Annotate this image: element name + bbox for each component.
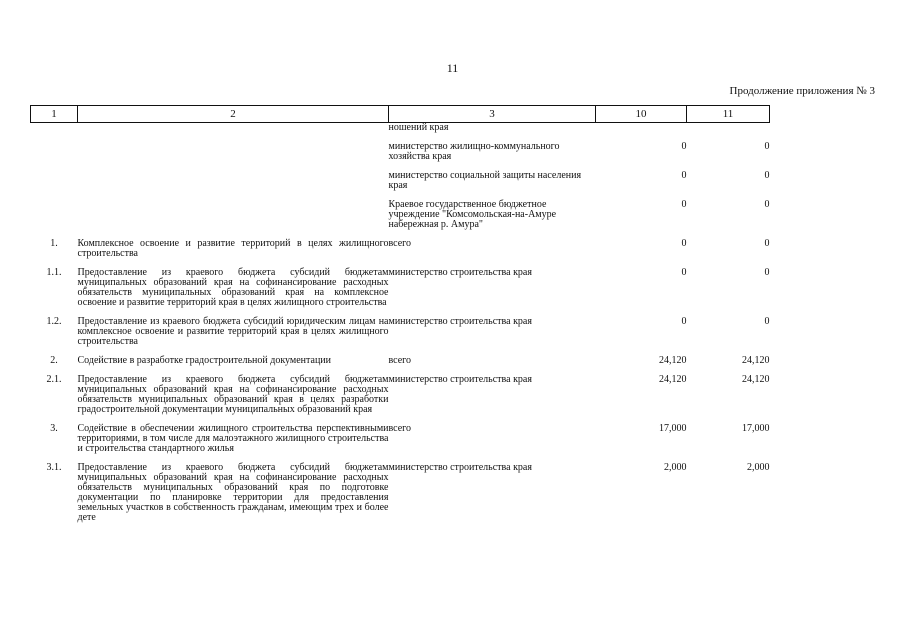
row-value-col11: 0: [764, 141, 770, 152]
row-number: 1.1.: [46, 267, 62, 278]
row-value-col10: 17,000: [659, 423, 687, 434]
row-value-col11: [687, 123, 770, 140]
row-responsible-executor: министерство социальной защиты населения края: [388, 170, 582, 191]
table-row: [31, 421, 770, 460]
row-activity-name: Комплексное освоение и развитие территорий в целях жилищного строительства: [77, 238, 389, 259]
row-number: [31, 197, 78, 236]
row-number: [31, 139, 78, 168]
row-value-col10: 0: [681, 170, 687, 181]
column-header-2: 2: [78, 106, 389, 123]
row-activity-name: [78, 123, 389, 140]
table-row: [31, 265, 770, 314]
row-responsible-executor: Краевое государственное бюджетное учреждение "Комсомольская-на-Амуре набережная р. Амура": [388, 199, 557, 230]
table-row: [31, 353, 770, 372]
row-responsible-executor: министерство жилищно-коммунального хозяйства края: [388, 141, 560, 162]
appendix-continuation-label: Продолжение приложения № 3: [729, 85, 875, 97]
row-activity-name: [78, 139, 389, 168]
table-row: [31, 197, 770, 236]
row-value-col10: 24,120: [659, 355, 687, 366]
table-row: [31, 314, 770, 353]
row-value-col10: 0: [681, 238, 687, 249]
row-value-col11: 24,120: [742, 374, 770, 385]
row-value-col10: 0: [681, 316, 687, 327]
row-number: 1.2.: [46, 316, 62, 327]
row-number: 2.1.: [46, 374, 62, 385]
row-responsible-executor: ношений края: [388, 122, 449, 133]
row-responsible-executor: всего: [388, 238, 412, 249]
row-activity-name: [78, 197, 389, 236]
row-value-col11: 24,120: [742, 355, 770, 366]
column-header-3: 3: [389, 106, 596, 123]
row-activity-name: Предоставление из краевого бюджета субсидий бюджетам муниципальных образований края на софинансирование расходных обязательств муниципальных образований края по подготовке документации по планировке территории для предоставления земельных участков в собственность гражданам, имеющим трех и более дете: [77, 462, 389, 523]
page-number: 11: [446, 61, 459, 75]
row-responsible-executor: всего: [388, 355, 412, 366]
table-row: [31, 372, 770, 421]
row-value-col11: 0: [764, 267, 770, 278]
row-responsible-executor: министерство строительства края: [388, 267, 532, 278]
row-value-col11: 0: [764, 316, 770, 327]
row-value-col10: 0: [681, 199, 687, 210]
table-row: [31, 236, 770, 265]
column-header-10: 10: [596, 106, 687, 123]
table-body: [31, 123, 770, 530]
row-number: 1.: [50, 238, 58, 249]
row-activity-name: [78, 168, 389, 197]
row-responsible-executor: министерство строительства края: [388, 462, 532, 473]
row-value-col10: 0: [681, 141, 687, 152]
row-activity-name: Предоставление из краевого бюджета субсидий бюджетам муниципальных образований края на софинансирование расходных обязательств муниципальных образований края в целях разработки градостроительной документации муниципальных образований края: [77, 374, 389, 415]
row-value-col10: [596, 123, 687, 140]
row-responsible-executor: всего: [388, 423, 412, 434]
table-row: [31, 168, 770, 197]
table-row: [31, 460, 770, 529]
row-activity-name: Содействие в обеспечении жилищного строительства перспективными территориями, в том числе для малоэтажного жилищного строительства и строительства стандартного жилья: [77, 423, 389, 454]
row-value-col11: 0: [764, 170, 770, 181]
row-value-col10: 24,120: [659, 374, 687, 385]
row-activity-name: Предоставление из краевого бюджета субсидий бюджетам муниципальных образований края на софинансирование расходных обязательств муниципальных образований края на комплексное освоение и развитие территорий края в целях жилищного строительства: [77, 267, 389, 308]
row-responsible-executor: министерство строительства края: [388, 374, 532, 385]
row-activity-name: Предоставление из краевого бюджета субсидий юридическим лицам на комплексное освоение и развитие территорий края в целях жилищного строительства: [77, 316, 389, 347]
row-number: 3.1.: [46, 462, 62, 473]
column-header-11: 11: [687, 106, 770, 123]
row-value-col11: 0: [764, 199, 770, 210]
row-number: [31, 123, 78, 140]
table-row: [31, 139, 770, 168]
column-header-1: 1: [31, 106, 78, 123]
row-value-col11: 2,000: [747, 462, 770, 473]
budget-table: [30, 105, 770, 529]
table-row: [31, 123, 770, 140]
row-value-col11: 0: [764, 238, 770, 249]
row-number: 2.: [50, 355, 58, 366]
row-value-col11: 17,000: [742, 423, 770, 434]
row-value-col10: 0: [681, 267, 687, 278]
row-number: [31, 168, 78, 197]
row-value-col10: 2,000: [664, 462, 687, 473]
row-responsible-executor: министерство строительства края: [388, 316, 532, 327]
row-number: 3.: [50, 423, 58, 434]
row-activity-name: Содействие в разработке градостроительной документации: [77, 355, 332, 366]
table-header-row: [31, 106, 770, 123]
